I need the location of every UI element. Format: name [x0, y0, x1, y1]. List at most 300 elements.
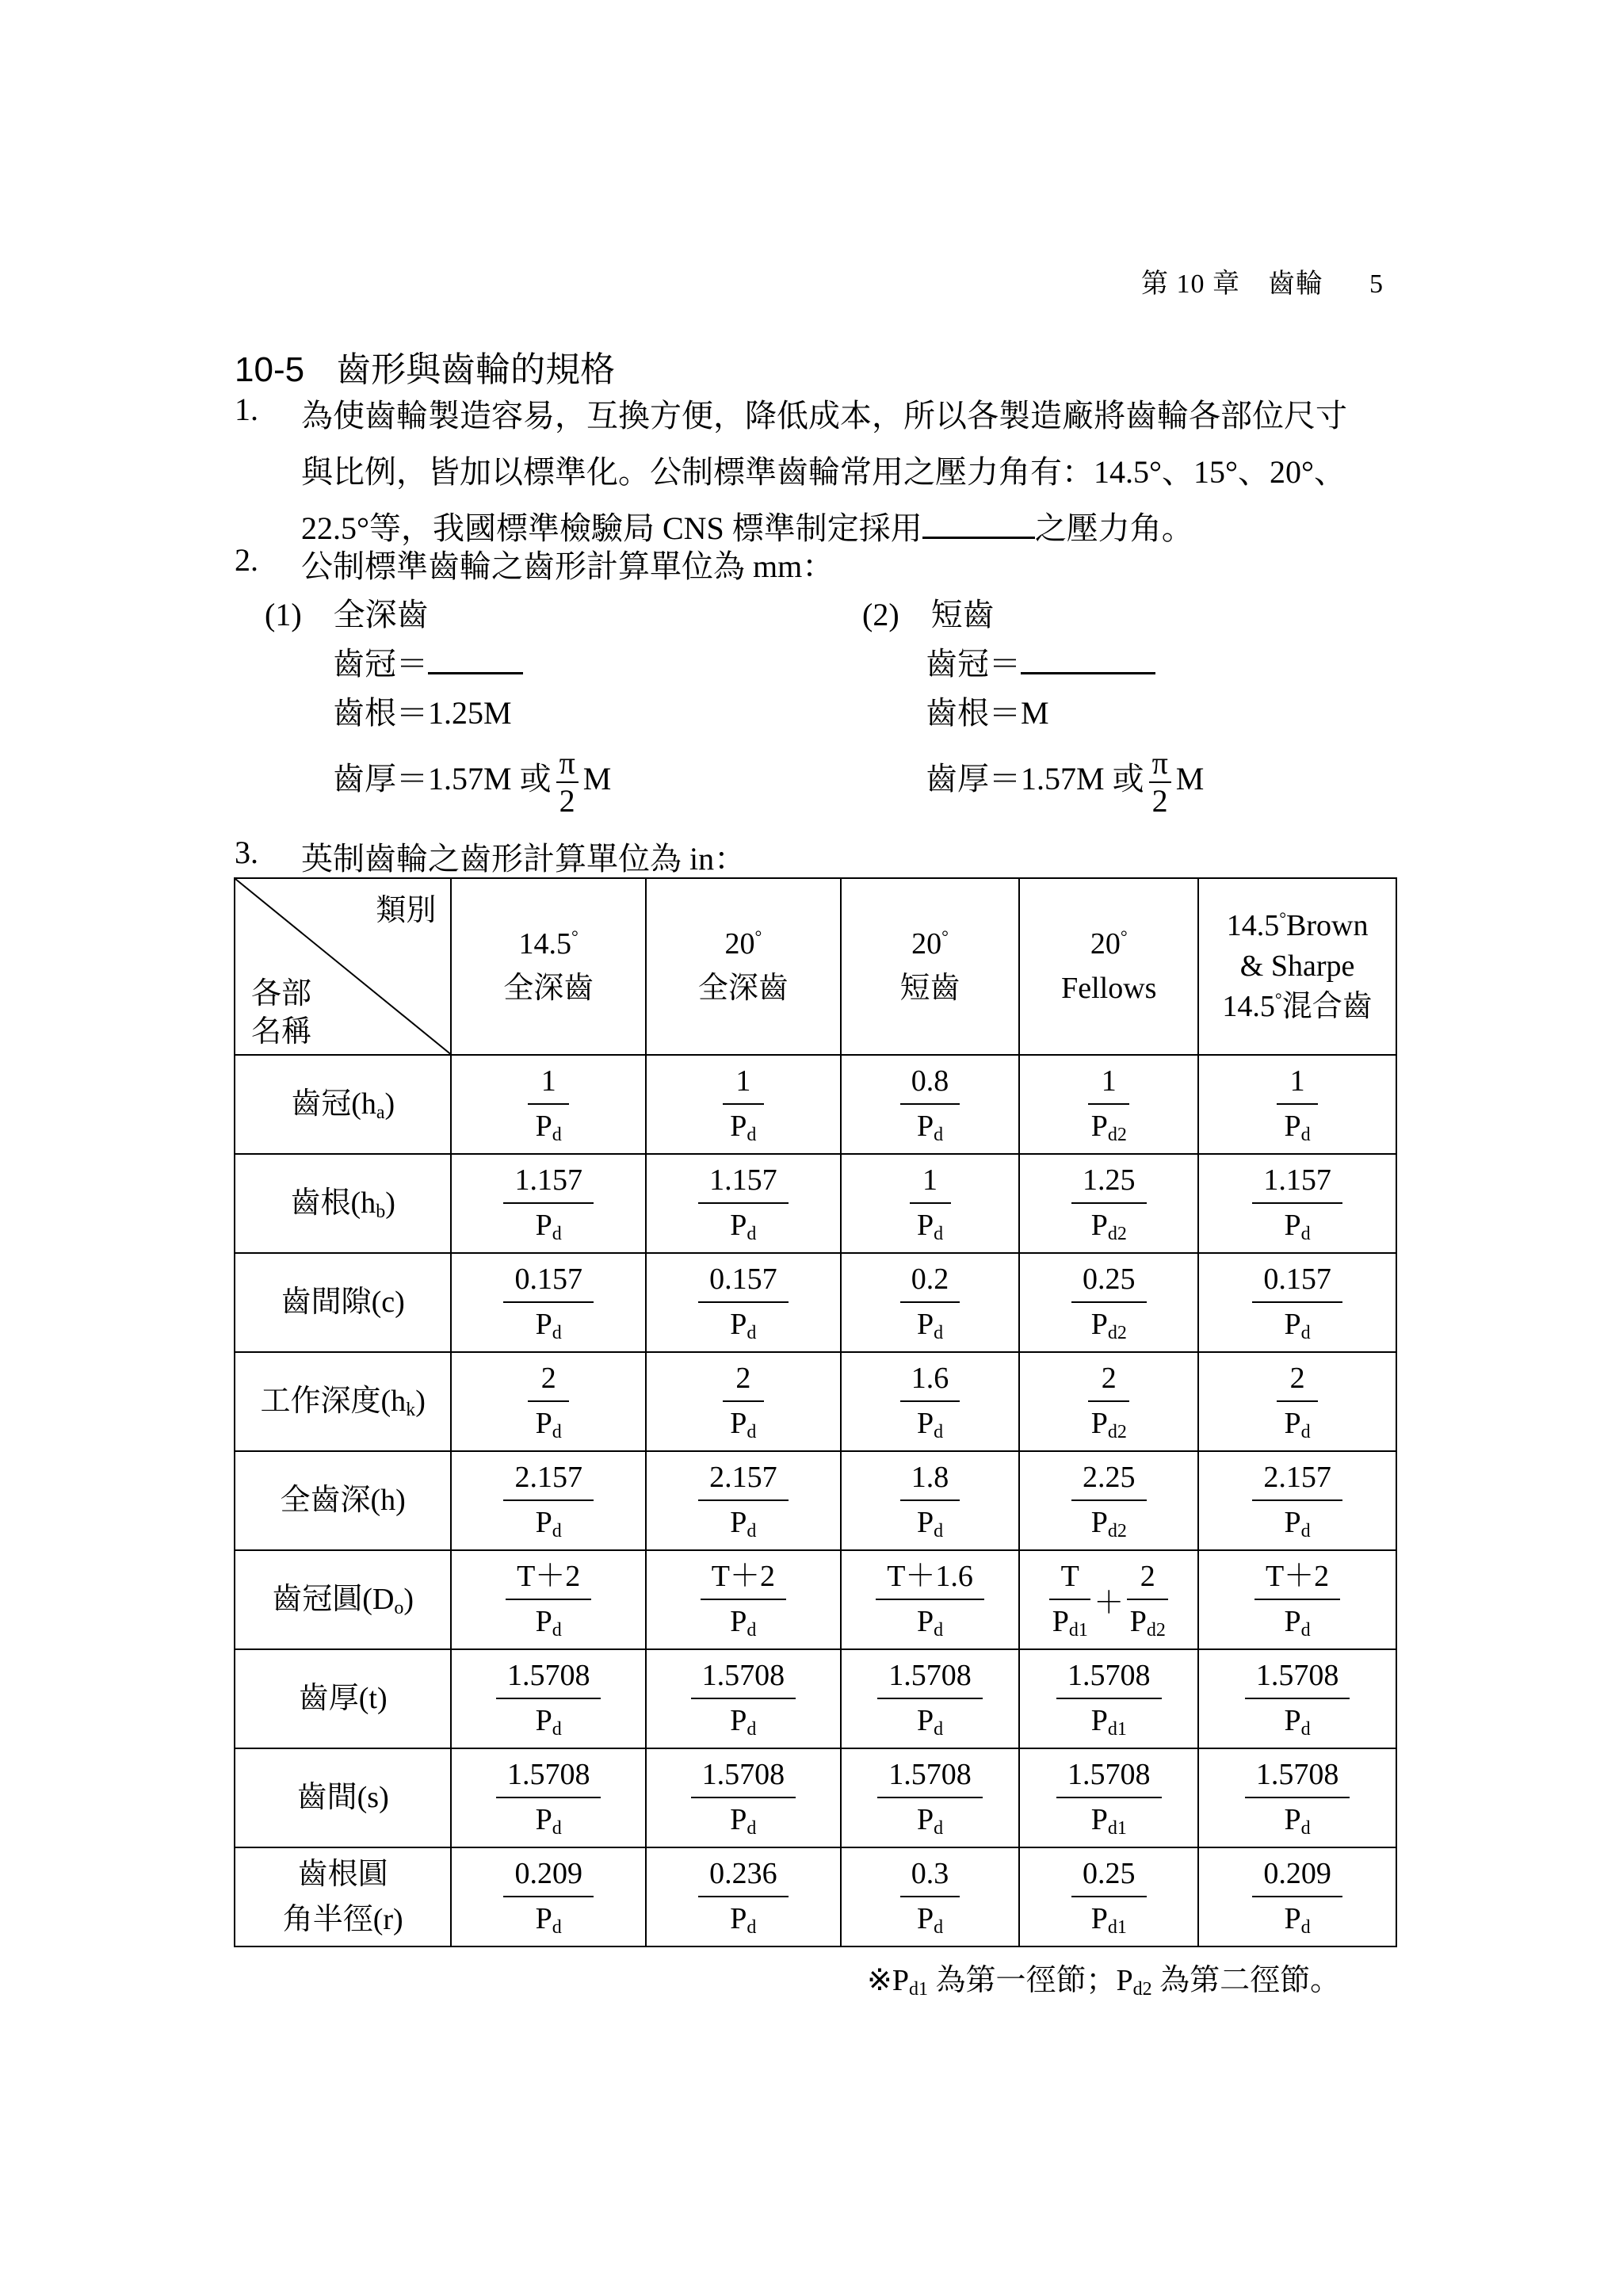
fraction: [496, 1753, 601, 1843]
fraction-denominator: [917, 1501, 943, 1545]
denominator-sub: d: [1300, 1521, 1311, 1542]
fraction: [691, 1753, 796, 1843]
item-1-line-3a: 22.5°等，我國標準檢驗局 CNS 標準制定採用: [301, 510, 922, 546]
fill-in-blank: [922, 508, 1035, 539]
fraction-denominator: [1285, 1699, 1311, 1744]
fraction-numerator: 1.5708: [496, 1753, 601, 1798]
fraction: [698, 1258, 789, 1347]
fraction: [1071, 1852, 1147, 1942]
denominator-sub: d: [1300, 1719, 1311, 1740]
denominator-symbol: P: [535, 1605, 552, 1639]
fraction-numerator: 1.5708: [691, 1654, 796, 1699]
fraction: [900, 1060, 960, 1149]
table-cell: [646, 1154, 841, 1253]
fraction: [1071, 1456, 1147, 1545]
row-label: [235, 1154, 451, 1253]
fraction-numerator: 2.157: [698, 1456, 789, 1501]
denominator-symbol: P: [916, 1704, 934, 1738]
denominator-symbol: P: [535, 1803, 552, 1837]
fraction-numerator: T＋2: [1254, 1555, 1340, 1600]
fraction-denominator: [1091, 1402, 1127, 1446]
table-cell: [451, 1352, 646, 1451]
row-label: [235, 1550, 451, 1649]
table-cell: [841, 1550, 1020, 1649]
fraction-numerator: 1: [1277, 1060, 1318, 1105]
denominator-sub: d: [747, 1620, 757, 1641]
fraction-denominator: [536, 1303, 562, 1347]
item-1-line-3b: 之壓力角。: [1034, 510, 1193, 546]
fraction-denominator: [917, 1798, 943, 1843]
addendum-label: 齒冠＝: [333, 646, 428, 682]
chapter-label: 第 10 章 齒輪: [1141, 269, 1323, 299]
denominator-sub: d: [1300, 1125, 1311, 1146]
denominator-symbol: P: [916, 1308, 934, 1342]
denominator-sub: d: [934, 1818, 944, 1839]
item-2-text: 公制標準齒輪之齒形計算單位為 mm：: [301, 548, 834, 584]
denominator-sub: d: [552, 1818, 562, 1839]
fraction: [1127, 1555, 1168, 1645]
denominator-sub: d2: [1107, 1422, 1127, 1443]
fraction-numerator: 2: [1277, 1357, 1318, 1402]
addendum-label: 齒冠＝: [926, 646, 1021, 682]
denominator-symbol: P: [730, 1704, 747, 1738]
degree-symbol: °: [1279, 907, 1287, 928]
fraction-numerator: T＋2: [701, 1555, 786, 1600]
fraction-denominator: [1091, 1699, 1127, 1744]
denominator-symbol: P: [535, 1407, 552, 1441]
fraction-numerator: 1.5708: [496, 1654, 601, 1699]
denominator-sub: d: [1300, 1323, 1311, 1344]
table-cell: [841, 1154, 1020, 1253]
table-cell: [1019, 1253, 1198, 1352]
fraction-denominator: [536, 1699, 562, 1744]
row-label: [235, 1748, 451, 1847]
plus-sign: ＋: [1094, 1586, 1125, 1620]
denominator-symbol: P: [535, 1902, 552, 1936]
table-cell: [646, 1550, 841, 1649]
fraction: [506, 1555, 591, 1645]
denominator-sub: d1: [1068, 1620, 1088, 1641]
row-label-sub: b: [376, 1201, 386, 1222]
fraction: [723, 1357, 764, 1446]
fraction-denominator: [730, 1204, 756, 1248]
denominator-sub: d: [552, 1917, 562, 1939]
table-cell: [841, 1649, 1020, 1748]
fraction-denominator: [1285, 1204, 1311, 1248]
denominator-symbol: P: [730, 1308, 747, 1342]
row-label-end: ): [415, 1385, 426, 1418]
corner-category-label: 類別: [376, 894, 437, 927]
stub-label: (2) 短齒: [862, 597, 995, 632]
row-label-text: 齒根圓: [297, 1857, 388, 1891]
fraction: [1245, 1654, 1350, 1744]
table-cell: [646, 1253, 841, 1352]
degree-symbol: °: [571, 926, 579, 947]
denominator-sub: d2: [1107, 1323, 1127, 1344]
denominator-sub: d2: [1107, 1224, 1127, 1245]
denominator-sub: d2: [1107, 1125, 1127, 1146]
denominator-symbol: P: [730, 1902, 747, 1936]
column-angle: 14.5: [1226, 908, 1280, 942]
full-depth-thickness: [333, 745, 611, 819]
denominator-sub: d: [747, 1224, 757, 1245]
fraction-denominator: [1091, 1897, 1127, 1942]
denominator-sub: d: [934, 1620, 944, 1641]
denominator-symbol: P: [916, 1209, 934, 1243]
full-depth-addendum: [333, 639, 523, 684]
footnote-part: ※P: [867, 1964, 909, 1997]
fraction-denominator: 2: [559, 783, 575, 819]
item-3: [235, 834, 746, 879]
fraction: [723, 1060, 764, 1149]
row-label-text: 工作深度(h: [260, 1385, 407, 1418]
fraction: [877, 1654, 983, 1744]
table-row: [235, 1154, 1396, 1253]
table-body: [235, 1055, 1396, 1946]
table-cell: [1198, 1352, 1396, 1451]
denominator-sub: d: [552, 1422, 562, 1443]
fraction-numerator: 1: [528, 1060, 569, 1105]
table-cell: [451, 1748, 646, 1847]
denominator-sub: d1: [1107, 1917, 1127, 1939]
row-label: [235, 1847, 451, 1946]
denominator-symbol: P: [1284, 1209, 1301, 1243]
column-angle: 14.5: [518, 927, 572, 961]
fraction-denominator: [1285, 1798, 1311, 1843]
fraction-numerator: 2.157: [503, 1456, 594, 1501]
denominator-sub: d2: [1146, 1620, 1166, 1641]
fraction: [496, 1654, 601, 1744]
row-label-sub: a: [376, 1102, 385, 1123]
fraction-numerator: π: [1149, 745, 1171, 783]
denominator-symbol: P: [535, 1506, 552, 1540]
table-cell: [1019, 1154, 1198, 1253]
fraction-denominator: [730, 1798, 756, 1843]
fraction-numerator: 0.25: [1071, 1852, 1147, 1897]
denominator-sub: d1: [1107, 1818, 1127, 1839]
table-cell: [1019, 1550, 1198, 1649]
fraction-numerator: 0.157: [503, 1258, 594, 1303]
fraction-denominator: [917, 1105, 943, 1149]
fraction-denominator: 2: [1151, 783, 1168, 819]
fraction-denominator: [1091, 1303, 1127, 1347]
denominator-sub: d: [747, 1125, 757, 1146]
fraction-denominator: [917, 1600, 943, 1645]
table-cell: [1019, 1451, 1198, 1550]
fraction: [1277, 1060, 1318, 1149]
denominator-sub: d: [747, 1323, 757, 1344]
denominator-sub: d: [747, 1719, 757, 1740]
footnote: [867, 1955, 1340, 2000]
fraction: [900, 1258, 960, 1347]
fraction: [1071, 1159, 1147, 1248]
fraction-denominator: [536, 1501, 562, 1545]
fraction-numerator: 1.157: [698, 1159, 789, 1204]
table-cell: [1198, 1154, 1396, 1253]
row-label: [235, 1253, 451, 1352]
table-row: [235, 1253, 1396, 1352]
table-cell: [451, 1253, 646, 1352]
fraction-denominator: [730, 1501, 756, 1545]
degree-symbol: °: [1120, 926, 1128, 947]
fraction-denominator: [1285, 1897, 1311, 1942]
fraction-numerator: 2.157: [1252, 1456, 1342, 1501]
item-number: 1.: [235, 392, 258, 427]
column-angle: 14.5: [1222, 990, 1275, 1024]
fraction: [900, 1456, 960, 1545]
module-symbol: M: [1175, 761, 1205, 797]
table-row: [235, 1847, 1396, 1946]
fraction-numerator: 2: [1127, 1555, 1168, 1600]
denominator-symbol: P: [1090, 1110, 1108, 1144]
denominator-symbol: P: [916, 1803, 934, 1837]
table-cell: [1019, 1748, 1198, 1847]
fraction: [910, 1159, 951, 1248]
table-cell: [841, 1748, 1020, 1847]
fraction-numerator: 1.8: [900, 1456, 960, 1501]
section-title-text: 齒形與齒輪的規格: [336, 350, 616, 389]
fraction: [503, 1852, 594, 1942]
fraction-numerator: 0.209: [1252, 1852, 1342, 1897]
denominator-sub: d: [1300, 1422, 1311, 1443]
thickness-label: 齒厚＝1.57M 或: [333, 761, 552, 797]
denominator-symbol: P: [1090, 1506, 1108, 1540]
stub-dedendum: 齒根＝M: [926, 695, 1049, 731]
denominator-sub: d: [1300, 1224, 1311, 1245]
footnote-sub: d2: [1132, 1979, 1152, 2000]
column-type: Brown: [1286, 908, 1369, 942]
fraction-denominator: [1285, 1303, 1311, 1347]
denominator-symbol: P: [1090, 1803, 1108, 1837]
running-header: [1141, 262, 1384, 300]
column-type: Fellows: [1061, 971, 1157, 1005]
table-cell: [451, 1550, 646, 1649]
denominator-sub: d: [1300, 1917, 1311, 1939]
fraction-numerator: 0.3: [900, 1852, 960, 1897]
denominator-sub: d: [552, 1323, 562, 1344]
row-label: [235, 1055, 451, 1154]
fraction-numerator: 0.157: [698, 1258, 789, 1303]
table-row: [235, 1055, 1396, 1154]
row-label-text: 齒冠圓(D: [272, 1583, 395, 1616]
denominator-sub: d: [552, 1620, 562, 1641]
fraction-denominator: [1285, 1600, 1311, 1645]
fraction-numerator: π: [556, 745, 579, 783]
fraction-denominator: [536, 1798, 562, 1843]
denominator-sub: d: [552, 1125, 562, 1146]
denominator-symbol: P: [1090, 1704, 1108, 1738]
corner-part-label: [251, 976, 311, 1051]
table-cell: [646, 1352, 841, 1451]
fraction: [1056, 1753, 1162, 1843]
denominator-symbol: P: [916, 1605, 934, 1639]
denominator-sub: d: [934, 1521, 944, 1542]
gear-spec-table: [234, 877, 1397, 1947]
table-cell: [841, 1451, 1020, 1550]
row-label: [235, 1451, 451, 1550]
fraction-numerator: 1.6: [900, 1357, 960, 1402]
denominator-sub: d: [747, 1818, 757, 1839]
row-label-text: 齒根(h: [290, 1186, 376, 1220]
table-cell: [451, 1451, 646, 1550]
item-1: [235, 391, 1423, 548]
fraction-denominator: [917, 1897, 943, 1942]
fraction-denominator: [730, 1897, 756, 1942]
fraction-denominator: [730, 1105, 756, 1149]
row-label-text: 齒厚(t): [298, 1682, 388, 1715]
column-angle: 20: [911, 927, 942, 961]
fraction-denominator: [917, 1204, 943, 1248]
fraction-denominator: [917, 1402, 943, 1446]
column-type: 短齒: [899, 971, 960, 1005]
row-label-text: 全齒深(h): [280, 1484, 406, 1517]
column-angle: 20: [724, 927, 755, 961]
pi-over-2-fraction: [556, 745, 579, 819]
denominator-symbol: P: [535, 1110, 552, 1144]
table-cell: [646, 1055, 841, 1154]
denominator-symbol: P: [730, 1803, 747, 1837]
item-number: 3.: [235, 835, 258, 870]
row-label-end: ): [385, 1186, 395, 1220]
fraction-denominator: [730, 1699, 756, 1744]
denominator-symbol: P: [535, 1308, 552, 1342]
denominator-sub: d: [934, 1422, 944, 1443]
fraction-denominator: [730, 1303, 756, 1347]
fraction: [877, 1753, 983, 1843]
fraction: [503, 1159, 594, 1248]
denominator-sub: d: [747, 1521, 757, 1542]
fraction: [1071, 1258, 1147, 1347]
fraction-denominator: [1285, 1105, 1311, 1149]
table-cell: [646, 1649, 841, 1748]
denominator-sub: d: [934, 1224, 944, 1245]
denominator-symbol: P: [1284, 1803, 1301, 1837]
denominator-symbol: P: [730, 1110, 747, 1144]
fraction: [691, 1654, 796, 1744]
fraction-denominator: [1130, 1600, 1166, 1645]
item-3-text: 英制齒輪之齒形計算單位為 in：: [301, 841, 747, 877]
fraction-numerator: 1.5708: [1245, 1753, 1350, 1798]
corner-cell: [235, 878, 451, 1055]
row-label-text: 齒冠(h: [291, 1087, 376, 1121]
table-row: [235, 1649, 1396, 1748]
page-number: 5: [1369, 269, 1384, 299]
fraction: [698, 1456, 789, 1545]
denominator-sub: d: [1300, 1620, 1311, 1641]
table-cell: [841, 1352, 1020, 1451]
table-cell: [1198, 1748, 1396, 1847]
table-cell: [646, 1847, 841, 1946]
section-title: [235, 341, 615, 392]
denominator-symbol: P: [1090, 1209, 1108, 1243]
table-cell: [1198, 1550, 1396, 1649]
denominator-sub: d: [934, 1323, 944, 1344]
table-cell: [451, 1055, 646, 1154]
row-label: [235, 1352, 451, 1451]
denominator-symbol: P: [1090, 1407, 1108, 1441]
item-2: [235, 541, 834, 586]
row-label: [235, 1649, 451, 1748]
column-type: & Sharpe: [1239, 949, 1355, 983]
column-type: 混合齒: [1281, 990, 1373, 1024]
fraction: [876, 1555, 984, 1645]
denominator-sub: d: [747, 1917, 757, 1939]
row-label-end: ): [403, 1583, 414, 1616]
denominator-symbol: P: [916, 1902, 934, 1936]
row-label-text: 齒間(s): [296, 1781, 389, 1814]
fraction-denominator: [730, 1402, 756, 1446]
denominator-symbol: P: [1052, 1605, 1069, 1639]
fill-in-blank: [1021, 644, 1155, 674]
table-cell: [1198, 1055, 1396, 1154]
degree-symbol: °: [1274, 989, 1282, 1010]
degree-symbol: °: [941, 926, 949, 947]
fraction: [1049, 1555, 1090, 1645]
table-row: [235, 1352, 1396, 1451]
table-row: [235, 1550, 1396, 1649]
corner-part-line-1: 各部: [251, 977, 312, 1010]
fraction-denominator: [1285, 1402, 1311, 1446]
denominator-sub: d: [1300, 1818, 1311, 1839]
fraction-denominator: [536, 1897, 562, 1942]
table-cell: [1019, 1847, 1198, 1946]
denominator-symbol: P: [916, 1407, 934, 1441]
fraction: [1252, 1852, 1342, 1942]
fraction-denominator: [536, 1402, 562, 1446]
denominator-symbol: P: [916, 1110, 934, 1144]
table-cell: [841, 1253, 1020, 1352]
table-cell: [451, 1154, 646, 1253]
fraction-numerator: 1.5708: [1245, 1654, 1350, 1699]
row-label-text: 齒間隙(c): [281, 1286, 405, 1319]
stub-thickness: [926, 745, 1204, 819]
denominator-symbol: P: [1284, 1902, 1301, 1936]
denominator-symbol: P: [1284, 1308, 1301, 1342]
degree-symbol: °: [754, 926, 762, 947]
table-cell: [1019, 1055, 1198, 1154]
fraction-numerator: 1: [723, 1060, 764, 1105]
row-label-end: ): [384, 1087, 395, 1121]
table-row: [235, 1748, 1396, 1847]
table-row: [235, 1451, 1396, 1550]
fraction-numerator: 1.5708: [691, 1753, 796, 1798]
table-cell: [1019, 1352, 1198, 1451]
fraction: [900, 1852, 960, 1942]
denominator-sub: d: [747, 1422, 757, 1443]
fraction-denominator: [917, 1303, 943, 1347]
item-number: 2.: [235, 542, 258, 578]
table-cell: [1198, 1847, 1396, 1946]
corner-part-line-2: 名稱: [251, 1014, 312, 1049]
fraction-numerator: 1.5708: [877, 1753, 983, 1798]
stub-addendum: [926, 639, 1155, 684]
pi-over-2-fraction: [1149, 745, 1171, 819]
full-depth-label: (1) 全深齒: [265, 597, 429, 632]
table-cell: [451, 1847, 646, 1946]
denominator-symbol: P: [1284, 1704, 1301, 1738]
table-cell: [451, 1649, 646, 1748]
fraction: [528, 1060, 569, 1149]
denominator-sub: d1: [1107, 1719, 1127, 1740]
column-header: [1019, 878, 1198, 1055]
row-label-sub: k: [406, 1400, 416, 1420]
thickness-label: 齒厚＝1.57M 或: [926, 761, 1144, 797]
table-cell: [1198, 1451, 1396, 1550]
denominator-sub: d: [934, 1125, 944, 1146]
fraction-denominator: [1091, 1501, 1127, 1545]
denominator-symbol: P: [1129, 1605, 1147, 1639]
fraction-numerator: 2: [1088, 1357, 1129, 1402]
